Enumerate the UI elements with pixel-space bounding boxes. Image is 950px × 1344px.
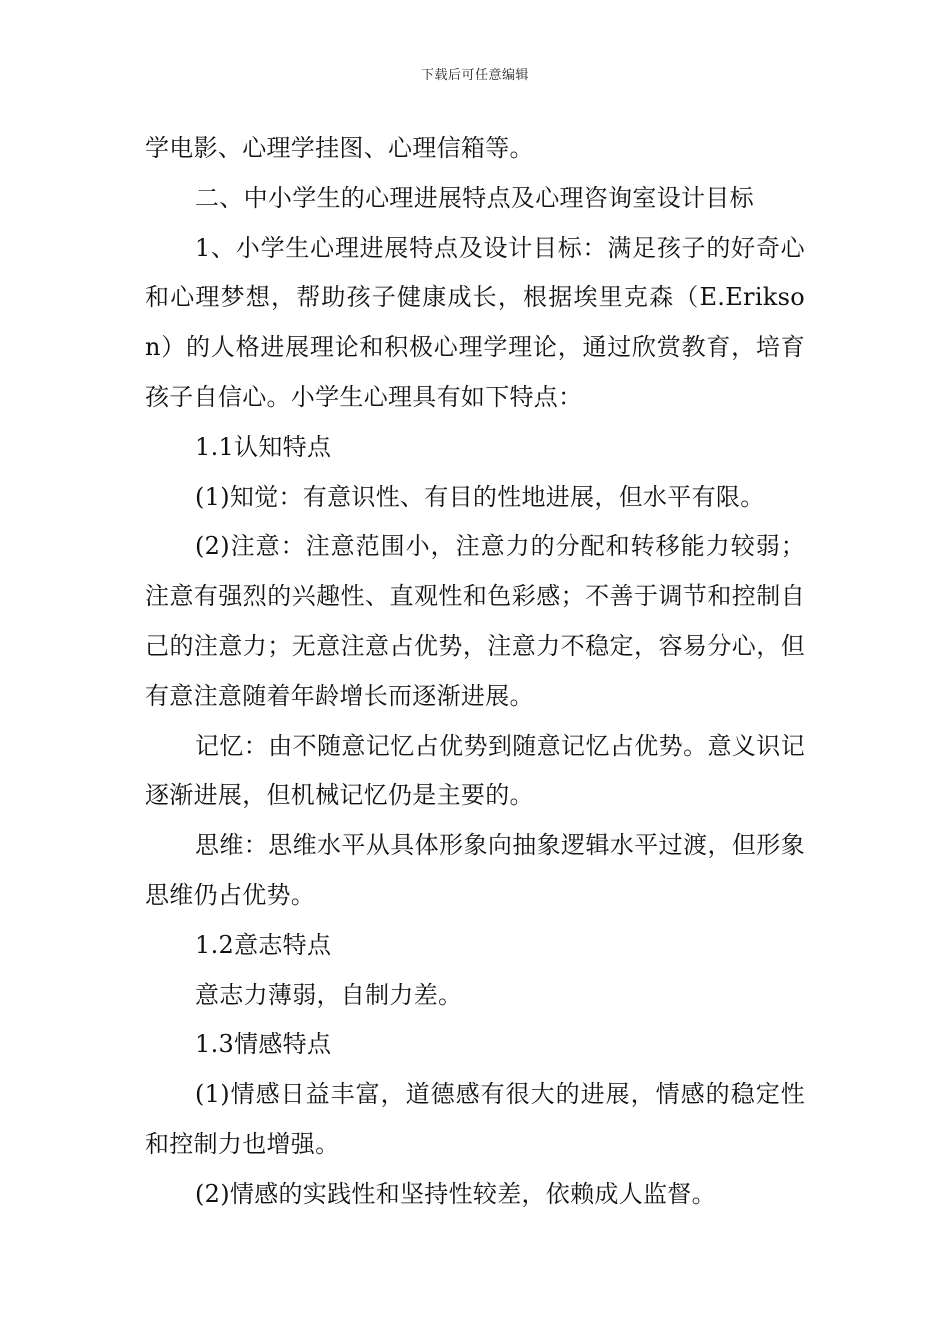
page-header: 下载后可任意编辑 [420,68,529,83]
subsection-heading: 1.2意志特点 [195,930,332,959]
paragraph: (2)注意：注意范围小，注意力的分配和转移能力较弱；注意有强烈的兴趣性、直观性和色彩感；不善于调节和控制自己的注意力；无意注意占优势，注意力不稳定，容易分心，但有意注意随着年龄增长而逐渐进展。 [145,532,805,710]
paragraph: 意志力薄弱，自制力差。 [195,980,463,1009]
subsection-heading: 1.3情感特点 [195,1030,332,1059]
paragraph: 记忆：由不随意记忆占优势到随意记忆占优势。意义识记逐渐进展，但机械记忆仍是主要的。 [145,731,805,810]
paragraph: (2)情感的实践性和坚持性较差，依赖成人监督。 [195,1179,716,1208]
paragraph: 1、小学生心理进展特点及设计目标：满足孩子的好奇心和心理梦想，帮助孩子健康成长，根据埃里克森（E.Erikson）的人格进展理论和积极心理学理论，通过欣赏教育，培育孩子自信心。小学生心理具有如下特点： [145,233,805,411]
paragraph: 思维：思维水平从具体形象向抽象逻辑水平过渡，但形象思维仍占优势。 [145,831,805,909]
section-heading: 二、中小学生的心理进展特点及心理咨询室设计目标 [195,183,754,212]
paragraph: 学电影、心理学挂图、心理信箱等。 [145,134,534,162]
document-body [145,124,805,1220]
subsection-heading: 1.1认知特点 [195,432,332,461]
paragraph: (1)知觉：有意识性、有目的性地进展，但水平有限。 [195,482,765,511]
paragraph: (1)情感日益丰富，道德感有很大的进展，情感的稳定性和控制力也增强。 [145,1080,805,1158]
